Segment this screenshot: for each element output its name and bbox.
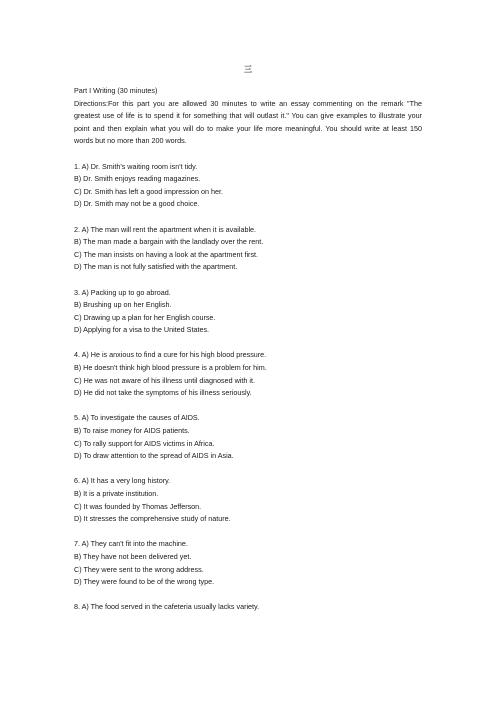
option-line: 1. A) Dr. Smith's waiting room isn't tidy. [74,161,198,171]
option-line: 4. A) He is anxious to find a cure for his high blood pressure. [74,350,267,360]
page-title: 三 [244,64,252,74]
option-line: B) He doesn't think high blood pressure is a problem for him. [74,363,267,373]
question-block [74,287,422,337]
option-line: B) They have not been delivered yet. [74,551,192,561]
option-line: C) He was not aware of his illness until diagnosed with it. [74,375,255,385]
option-line: C) The man insists on having a look at the apartment first. [74,249,259,259]
option-line: D) It stresses the comprehensive study of nature. [74,514,231,524]
option-line: 2. A) The man will rent the apartment when it is available. [74,224,257,234]
option-line: D) They were found to be of the wrong type. [74,577,215,587]
directions-paragraph: Directions:For this part you are allowed 30 minutes to write an essay commenting on the remark "The greatest use of life is to spend it for something that will outlast it." You can give examples to illustrate your point and then explain what you will do to make your life more meaningful. You should write at least 150 words but no more than 200 words. [74,98,422,146]
option-line: C) They were sent to the wrong address. [74,564,204,574]
question-block [74,475,422,525]
part-heading: Part I Writing (30 minutes) [74,86,158,95]
option-line: D) To draw attention to the spread of AIDS in Asia. [74,451,234,461]
option-line: C) Dr. Smith has left a good impression on her. [74,186,224,196]
option-line: 7. A) They can't fit into the machine. [74,539,188,549]
question-block [74,161,422,211]
option-line: B) To raise money for AIDS patients. [74,426,190,436]
option-line: B) The man made a bargain with the landlady over the rent. [74,237,264,247]
option-line: D) He did not take the symptoms of his illness seriously. [74,388,252,398]
question-block [74,349,422,399]
question-block [74,601,422,614]
option-line: C) It was founded by Thomas Jefferson. [74,501,202,511]
option-line: D) Applying for a visa to the United States. [74,325,210,335]
option-line: 5. A) To investigate the causes of AIDS. [74,413,200,423]
option-line: B) Dr. Smith enjoys reading magazines. [74,174,201,184]
option-line: 8. A) The food served in the cafeteria usually lacks variety. [74,602,260,612]
question-block [74,538,422,588]
option-line: 3. A) Packing up to go abroad. [74,287,171,297]
option-line: D) The man is not fully satisfied with the apartment. [74,262,238,272]
question-block [74,412,422,462]
option-line: D) Dr. Smith may not be a good choice. [74,199,200,209]
option-line: B) It is a private institution. [74,489,159,498]
question-block [74,224,422,274]
document-body [74,85,422,614]
option-line: C) Drawing up a plan for her English course. [74,312,216,322]
option-line: 6. A) It has a very long history. [74,476,171,486]
option-line: B) Brushing up on her English. [74,300,172,310]
option-line: C) To rally support for AIDS victims in Africa. [74,438,215,448]
